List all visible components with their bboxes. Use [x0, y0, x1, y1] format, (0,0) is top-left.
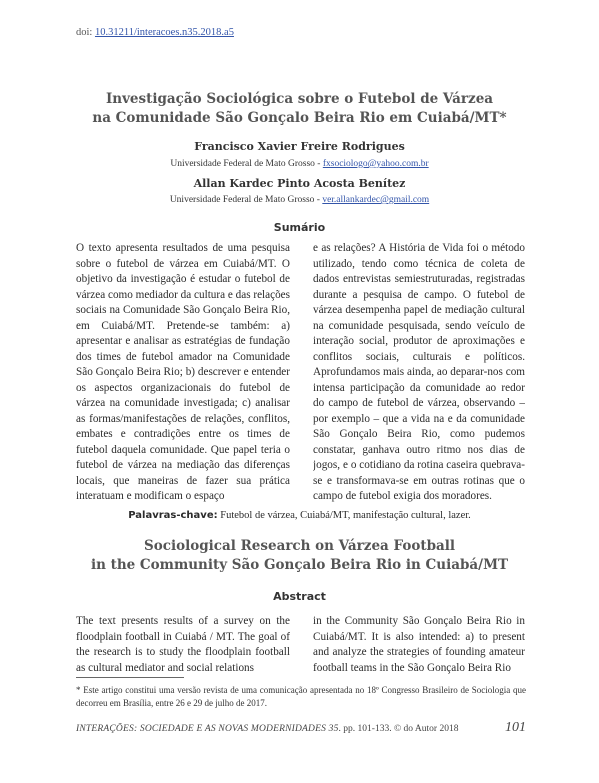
- doi-line: [76, 27, 234, 38]
- doi-link[interactable]: 10.31211/interacoes.n35.2018.a5: [94, 27, 234, 38]
- abstract-heading: Abstract: [273, 590, 326, 603]
- author-email-link[interactable]: fxsociologo@yahoo.com.br: [322, 159, 429, 169]
- abstract-text-right: in the Community São Gonçalo Beira Rio in Cuiabá/MT. It is also intended: a) to present and analyze the strategies of founding amateur football teams in the São Gonçalo Beira Rio: [313, 615, 525, 674]
- footnote: * Este artigo constitui uma versão revista de uma comunicação apresentada no 18º Congresso Brasileiro de Sociologia que decorreu em Brasília, entre 26 e 29 de julho de 2017.: [76, 685, 526, 708]
- summary-column-right: [313, 241, 525, 503]
- title-portuguese: [60, 90, 539, 128]
- summary-text-left: O texto apresenta resultados de uma pesquisa sobre o futebol de várzea em Cuiabá/MT. O objetivo da investigação é estudar o futebol de várzea como mediador da cultura e das relações sociais na Comunidade São Gonçalo Beira Rio, em Cuiabá/MT. Pretende-se também: a) apresentar e analisar as estratégias de fundação dos times de futebol amador na Comunidade São Gonçalo Beira Rio; b) descrever e entender os aspectos organizacionais do futebol de várzea na comunidade investigada; c) analisar as formas/manifestações de relações, conflitos, embates e contradições entre os times de futebol daquela comunidade. Que papel teria o futebol de várzea na mediação das diferenças locais, que maneiras de fazer sua prática interatuam e modificam o espaço: [76, 242, 290, 502]
- keywords-line: [60, 510, 539, 521]
- page-footer: [76, 724, 526, 734]
- affiliation-text: Universidade Federal de Mato Grosso -: [169, 195, 323, 205]
- title-english: [60, 537, 539, 575]
- author-name: Francisco Xavier Freire Rodrigues: [194, 140, 405, 153]
- abstract-column-right: [313, 614, 525, 676]
- keywords-text: Futebol de várzea, Cuiabá/MT, manifestação cultural, lazer.: [217, 510, 471, 521]
- summary-column-left: [76, 241, 290, 503]
- journal-name: INTERAÇÕES: SOCIEDADE E AS NOVAS MODERNIDADES 35: [76, 724, 339, 734]
- title-pt-line2: na Comunidade São Gonçalo Beira Rio em Cuiabá/MT*: [92, 110, 507, 126]
- summary-heading: Sumário: [273, 221, 326, 234]
- abstract-column-left: [76, 614, 290, 676]
- abstract-text-left: The text presents results of a survey on the floodplain football in Cuiabá / MT. The goal of the research is to study the floodplain football as cultural mediator and social relations: [76, 615, 290, 674]
- title-pt-line1: Investigação Sociológica sobre o Futebol de Várzea: [105, 91, 494, 107]
- title-en-line2: in the Community São Gonçalo Beira Rio in Cuiabá/MT: [90, 557, 509, 573]
- author-affiliation: [60, 159, 539, 169]
- keywords-label: Palavras-chave:: [128, 510, 218, 521]
- affiliation-text: Universidade Federal de Mato Grosso -: [170, 159, 323, 169]
- author-affiliation: [60, 195, 539, 205]
- title-en-line1: Sociological Research on Várzea Football: [143, 538, 456, 554]
- footnote-divider: [76, 677, 184, 678]
- summary-text-right: e as relações? A História de Vida foi o método utilizado, tendo como técnica de coleta de dados entrevistas semiestruturadas, registradas durante a pesquisa de campo. O futebol de várzea desempenha papel de mediação cultural na comunidade pesquisada, sendo veículo de interação social, produtor de aproximações e conflitos sociais, culturais e políticos. Aprofundamos mais ainda, ao deparar-nos com intensa participação da comunidade ao redor do campo de futebol de várzea, observando – por exemplo – que a vida na e da comunidade São Gonçalo Beira Rio, como pudemos constatar, ganhava outro ritmo nos dias de jogos, e o cotidiano da rotina caseira quebrava-se e transformava-se em outras rotinas que o campo de futebol exigia dos moradores.: [313, 242, 525, 502]
- author-name: Allan Kardec Pinto Acosta Benítez: [193, 177, 406, 190]
- footer-details: . pp. 101-133. © do Autor 2018: [338, 724, 459, 734]
- page-number: 101: [505, 720, 526, 735]
- author-email-link[interactable]: ver.allankardec@gmail.com: [322, 195, 430, 205]
- doi-label: doi:: [76, 27, 93, 38]
